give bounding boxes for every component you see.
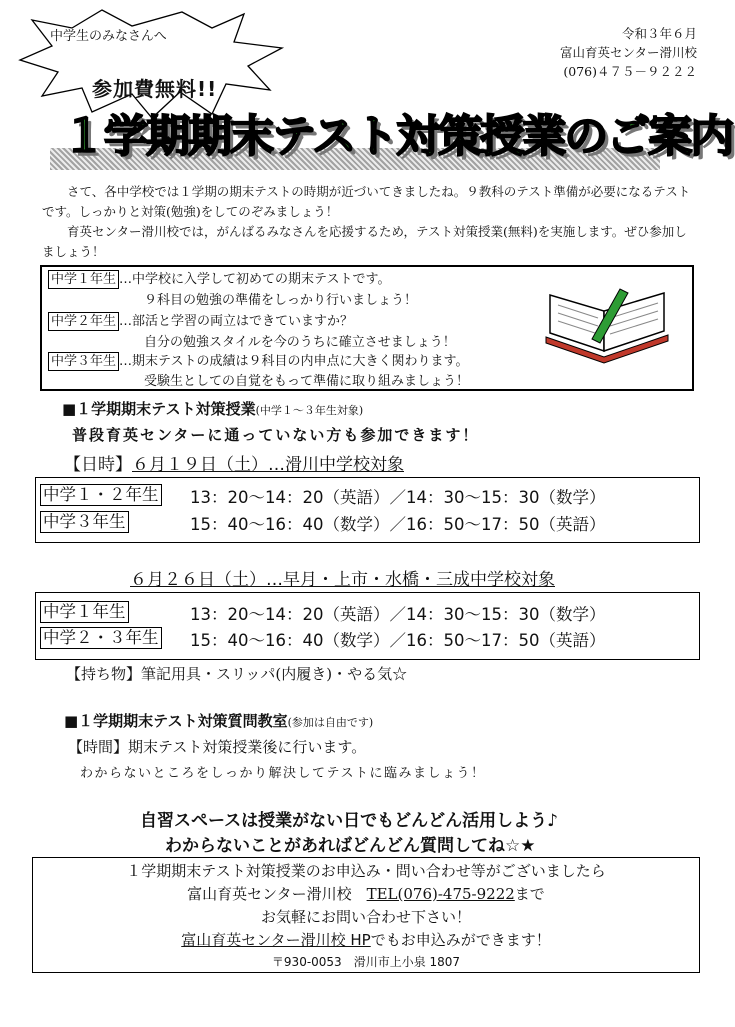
question-time [68, 736, 366, 757]
question-note: わからないところをしっかり解決してテストに臨みましょう！ [80, 766, 486, 781]
free-badge: 参加費無料!! [92, 77, 218, 101]
grade-message: …部活と学習の両立はできていますか？ [119, 314, 354, 329]
section-note: (参加は自由です) [287, 716, 374, 729]
contact-school: 富山育英センター滑川校 [187, 885, 352, 903]
homepage-suffix: でもお申込みができます！ [370, 931, 551, 949]
grade-message: …中学校に入学して初めての期末テストです。 [119, 272, 391, 287]
bring-text: 筆記用具・スリッパ(内履き)・やる気☆ [141, 665, 408, 683]
open-to-all-note: 普段育英センターに通っていない方も参加できます！ [72, 426, 480, 444]
intro-paragraph: さて、各中学校では１学期の期末テストの時期が近づいてきましたね。９教科のテスト準備が必要になるテストです。しっかりと対策(勉強)をしてのぞみましょう！ [42, 184, 691, 219]
schedule-table-1 [35, 477, 700, 543]
contact-line-2 [33, 883, 699, 906]
page-title: １学期期末テスト対策授業のご案内 [62, 111, 733, 162]
class-times: 13：20～14：20（英語）／14：30～15：30（数学） [190, 488, 606, 507]
table-row [40, 484, 606, 507]
contact-line-3: お気軽にお問い合わせ下さい！ [260, 908, 471, 926]
grade-tag: 中学１年生 [48, 270, 119, 289]
grade-label: 中学１・２年生 [40, 484, 162, 506]
class-times: 15：40～16：40（数学）／16：50～17：50（英語） [190, 631, 606, 650]
contact-address: 〒930-0053 滑川市上小泉 1807 [271, 955, 461, 969]
grade-label: 中学１年生 [40, 601, 129, 623]
grade-message: …期末テストの成績は９科目の内申点に大きく関わります。 [119, 354, 469, 369]
grade-item-1 [48, 269, 390, 290]
bring-label: 【持ち物】 [66, 665, 142, 683]
contact-line-4 [33, 929, 699, 952]
greeting-text: 中学生のみなさんへ [50, 29, 167, 44]
phone-number: (076)４７５－９２２２ [563, 64, 697, 79]
section-title: ■１学期期末テスト対策質問教室 [64, 712, 288, 730]
grade-message: ９科目の勉強の準備をしっかり行いましょう！ [144, 293, 418, 308]
grade-item-2 [48, 311, 353, 332]
intro-paragraph: 育英センター滑川校では，がんばるみなさんを応援するため，テスト対策授業(無料)を実施します。ぜひ参加しましょう！ [42, 224, 687, 259]
school-name: 富山育英センター滑川校 [559, 45, 697, 60]
table-row [40, 627, 606, 650]
class-times: 13：20～14：20（英語）／14：30～15：30（数学） [190, 605, 606, 624]
contact-box [32, 857, 700, 973]
grade-item-3 [48, 351, 468, 372]
organization-block [560, 24, 697, 81]
contact-line-1: １学期期末テスト対策授業のお申込み・問い合わせ等がございましたら [126, 862, 606, 880]
contact-tel-suffix: まで [514, 885, 545, 903]
schedule-date-1 [64, 450, 404, 475]
table-row [40, 511, 606, 534]
grade-message: 受験生としての自覚をもって準備に取り組みましょう！ [144, 374, 470, 389]
schedule-date-2: ６月２６日（土）…早月・上市・水橋・三成中学校対象 [130, 570, 555, 590]
items-to-bring [66, 663, 407, 684]
grade-message: 自分の勉強スタイルを今のうちに確立させましょう！ [144, 335, 456, 350]
section-title: ■１学期期末テスト対策授業 [62, 400, 256, 418]
self-study-line-2: わからないことがあればどんどん質問してね☆★ [165, 836, 536, 856]
section-heading-questions [64, 710, 373, 731]
section-note: (中学１～３年生対象) [255, 404, 364, 417]
time-label: 【時間】 [68, 738, 129, 756]
grade-tag: 中学２年生 [48, 312, 119, 331]
grade-tag: 中学３年生 [48, 352, 119, 371]
section-heading-classes [62, 398, 363, 419]
grade-label: 中学２・３年生 [40, 627, 162, 649]
table-row [40, 601, 606, 624]
grade-message-box [40, 265, 694, 391]
contact-tel[interactable]: TEL(076)-475-9222 [366, 885, 515, 903]
issue-date: 令和３年６月 [621, 26, 697, 41]
time-text: 期末テスト対策授業後に行います。 [128, 738, 367, 756]
class-times: 15：40～16：40（数学）／16：50～17：50（英語） [190, 515, 606, 534]
date-text: ６月１９日（土）…滑川中学校対象 [132, 455, 404, 475]
schedule-table-2 [35, 592, 700, 660]
intro-text [42, 182, 697, 262]
homepage-link[interactable]: 富山育英センター滑川校 HP [181, 931, 371, 949]
open-book-icon [542, 281, 672, 371]
date-label: 【日時】 [64, 455, 132, 475]
self-study-line-1: 自習スペースは授業がない日でもどんどん活用しよう♪ [140, 811, 558, 831]
grade-label: 中学３年生 [40, 511, 129, 533]
